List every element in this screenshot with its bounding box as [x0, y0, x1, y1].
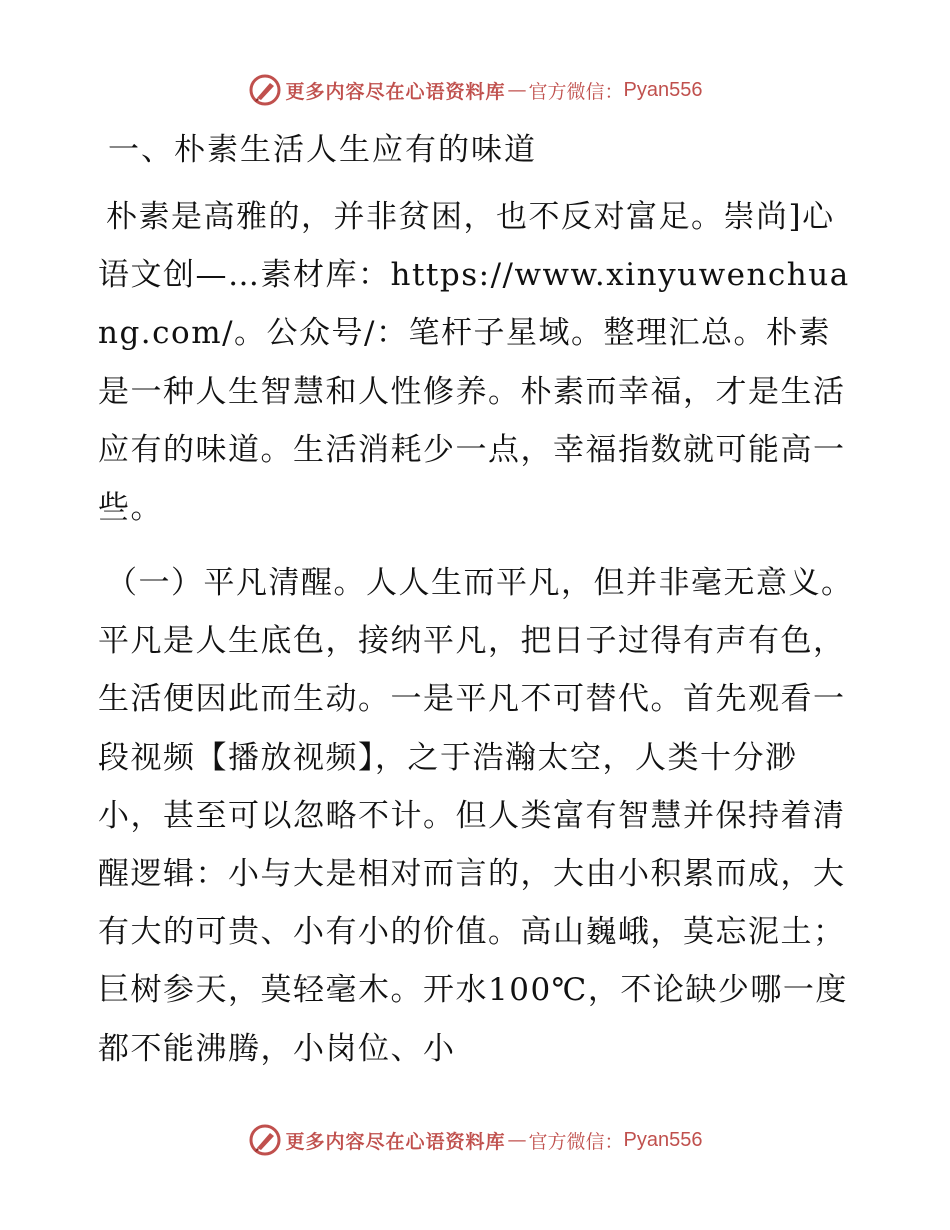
- banner-text: 更多内容尽在心语资料库: [285, 1130, 506, 1153]
- banner-wechat-id: Pyan556: [623, 78, 703, 101]
- pen-nib-logo-icon: [248, 1123, 282, 1157]
- banner-text: 更多内容尽在心语资料库: [285, 80, 506, 103]
- footer-banner: [0, 1120, 950, 1160]
- banner-wechat-id: Pyan556: [623, 1128, 703, 1151]
- banner-wechat-label: 官方微信：: [528, 80, 624, 103]
- paragraph-ordinary: （一）平凡清醒。人人生而平凡，但并非毫无意义。平凡是人生底色，接纳平凡，把日子过得有声有色，生活便因此而生动。一是平凡不可替代。首先观看一段视频【播放视频】，之于浩瀚太空，人类十分渺小，甚至可以忽略不计。但人类富有智慧并保持着清醒逻辑：小与大是相对而言的，大由小积累而成，大有大的可贵、小有小的价值。高山巍峨，莫忘泥土；巨树参天，莫轻毫木。开水100℃，不论缺少哪一度都不能沸腾，小岗位、小: [98, 565, 854, 1067]
- section-heading: 一、朴素生活人生应有的味道: [108, 132, 537, 168]
- banner-dash: —: [507, 79, 527, 101]
- banner-wechat-label: 官方微信：: [528, 1130, 624, 1153]
- header-banner: [0, 70, 950, 110]
- paragraph-intro: 朴素是高雅的，并非贫困，也不反对富足。崇尚]心语文创—…素材库：https://www.xinyuwenchuang.com/。公众号/：笔杆子星域。整理汇总。朴素是一种人生智慧和人性修养。朴素而幸福，才是生活应有的味道。生活消耗少一点，幸福指数就可能高一些。: [98, 199, 850, 527]
- banner-dash: —: [507, 1129, 527, 1151]
- pen-nib-logo-icon: [248, 73, 282, 107]
